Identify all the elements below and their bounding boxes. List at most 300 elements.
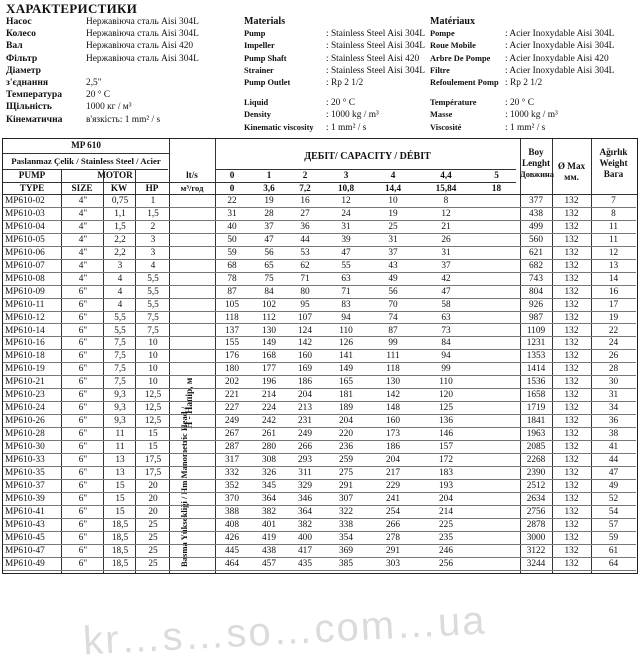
pump-type-cell: MP610-21 bbox=[5, 377, 45, 388]
head-q5-cell: 26 bbox=[441, 234, 451, 245]
head-q0-cell: 332 bbox=[225, 467, 239, 478]
en-spec-key: Strainer bbox=[244, 65, 274, 75]
head-q2-cell: 311 bbox=[298, 467, 312, 478]
head-q2-cell: 435 bbox=[298, 558, 312, 569]
size-cell: 6" bbox=[78, 286, 88, 297]
diameter-cell: 132 bbox=[564, 364, 579, 375]
head-q4-cell: 266 bbox=[386, 519, 400, 530]
pump-type-cell: MP610-49 bbox=[5, 558, 45, 569]
kw-cell: 3 bbox=[117, 260, 123, 271]
pump-type-cell: MP610-12 bbox=[5, 312, 45, 323]
kw-label: KW bbox=[110, 183, 128, 193]
ua-spec-key: Вал bbox=[6, 40, 23, 52]
head-q2-cell: 16 bbox=[300, 196, 310, 206]
size-cell: 6" bbox=[78, 532, 88, 543]
table-row bbox=[3, 208, 636, 221]
length-cell: 3244 bbox=[526, 558, 546, 569]
head-q4-cell: 303 bbox=[386, 558, 400, 569]
pump-type-cell: MP610-45 bbox=[5, 532, 45, 543]
en-spec-key: Pump Outlet bbox=[244, 78, 291, 88]
head-q2-cell: 160 bbox=[298, 351, 312, 362]
head-q5-cell: 146 bbox=[439, 429, 453, 440]
pump-label: PUMP bbox=[18, 170, 46, 180]
hp-cell: 25 bbox=[148, 545, 158, 556]
en-spec-value: : Stainless Steel Aisi 304L bbox=[326, 29, 425, 40]
hp-cell: 5,5 bbox=[147, 299, 159, 310]
fr-spec-row bbox=[430, 122, 614, 134]
length-cell: 2390 bbox=[526, 467, 546, 478]
head-q0-cell: 370 bbox=[225, 493, 239, 504]
head-q0-cell: 227 bbox=[225, 403, 239, 414]
hp-cell: 12,5 bbox=[144, 390, 162, 401]
pump-type-cell: MP610-04 bbox=[5, 221, 45, 232]
fr-heading: Matériaux bbox=[430, 16, 475, 27]
diameter-cell: 132 bbox=[564, 338, 579, 349]
head-q4-cell: 37 bbox=[388, 247, 398, 258]
head-q0-cell: 267 bbox=[225, 429, 239, 440]
ua-specs bbox=[6, 16, 199, 126]
head-q0-cell: 59 bbox=[227, 247, 237, 258]
size-cell: 6" bbox=[78, 467, 88, 478]
kw-cell: 4 bbox=[117, 286, 123, 297]
head-q4-cell: 278 bbox=[386, 532, 400, 543]
head-q1-cell: 261 bbox=[262, 429, 276, 440]
hp-cell: 25 bbox=[148, 532, 158, 543]
head-q0-cell: 155 bbox=[225, 338, 239, 349]
weight-cell: 47 bbox=[608, 467, 619, 478]
size-cell: 4" bbox=[78, 234, 88, 245]
table-row bbox=[3, 389, 636, 402]
weight-cell: 19 bbox=[608, 312, 619, 323]
size-cell: 6" bbox=[78, 377, 88, 388]
head-q1-cell: 224 bbox=[262, 403, 276, 414]
ua-spec-value: в'язкість: 1 mm² / s bbox=[86, 114, 161, 125]
flow-m3h-value: 0 bbox=[229, 183, 235, 193]
kw-cell: 13 bbox=[115, 467, 125, 478]
head-q1-cell: 19 bbox=[264, 196, 274, 206]
ua-spec-key: Колесо bbox=[6, 28, 36, 40]
head-q2-cell: 417 bbox=[298, 545, 312, 556]
head-q5-cell: 204 bbox=[439, 493, 453, 504]
pump-type-cell: MP610-43 bbox=[5, 519, 45, 530]
head-q3-cell: 63 bbox=[341, 273, 351, 284]
head-q3-cell: 110 bbox=[339, 325, 353, 336]
hp-cell: 12,5 bbox=[144, 403, 162, 414]
head-q3-cell: 369 bbox=[339, 545, 353, 556]
kw-cell: 5,5 bbox=[114, 325, 126, 336]
length-cell: 1963 bbox=[526, 429, 546, 440]
head-q3-cell: 12 bbox=[341, 196, 351, 206]
ua-spec-row bbox=[6, 28, 199, 40]
kw-cell: 13 bbox=[115, 455, 125, 465]
size-cell: 4" bbox=[78, 260, 88, 271]
ua-spec-value: 2,5" bbox=[86, 78, 102, 89]
head-q5-cell: 120 bbox=[439, 390, 453, 401]
flow-lts-value: 3 bbox=[343, 170, 349, 180]
table-row bbox=[3, 415, 636, 428]
length-cell: 2268 bbox=[526, 455, 546, 465]
weight-cell: 49 bbox=[608, 480, 619, 491]
kw-cell: 0,75 bbox=[111, 196, 129, 206]
head-q2-cell: 44 bbox=[300, 234, 310, 245]
table-row bbox=[3, 286, 636, 299]
kw-cell: 9,3 bbox=[114, 416, 126, 427]
head-q1-cell: 56 bbox=[264, 247, 274, 258]
hp-cell: 25 bbox=[148, 558, 158, 569]
head-q2-cell: 169 bbox=[298, 364, 312, 375]
head-q3-cell: 149 bbox=[339, 364, 353, 375]
hp-cell: 1 bbox=[150, 196, 156, 206]
head-q2-cell: 293 bbox=[298, 455, 312, 465]
watermark: kr…s…so…com…ua bbox=[82, 598, 488, 664]
head-q0-cell: 176 bbox=[225, 351, 239, 362]
head-q1-cell: 364 bbox=[262, 493, 276, 504]
motor-label: MOTOR bbox=[97, 170, 133, 180]
table-row bbox=[3, 428, 636, 441]
kw-cell: 11 bbox=[115, 429, 125, 440]
weight-cell: 26 bbox=[608, 351, 619, 362]
length-cell: 1841 bbox=[526, 416, 546, 427]
en-spec-row bbox=[244, 97, 425, 109]
fr-spec-key: Viscosité bbox=[430, 122, 462, 132]
diameter-cell: 132 bbox=[564, 247, 579, 258]
head-q1-cell: 37 bbox=[264, 221, 274, 232]
head-q4-cell: 229 bbox=[386, 480, 400, 491]
head-q1-cell: 401 bbox=[262, 519, 276, 530]
head-q4-cell: 291 bbox=[386, 545, 400, 556]
length-cell: 1109 bbox=[526, 325, 546, 336]
flow-m3h-value: 10,8 bbox=[337, 183, 355, 193]
hp-cell: 15 bbox=[148, 429, 158, 440]
length-cell: 3122 bbox=[526, 545, 546, 556]
m3h-label: м³/год bbox=[180, 183, 204, 193]
head-q3-cell: 204 bbox=[339, 416, 353, 427]
weight-cell: 12 bbox=[608, 247, 619, 258]
ua-spec-row bbox=[6, 16, 199, 28]
weight-cell: 30 bbox=[608, 377, 619, 388]
fr-spec-row bbox=[430, 40, 614, 52]
length-cell: 3000 bbox=[526, 532, 546, 543]
head-q0-cell: 317 bbox=[225, 455, 239, 465]
performance-table bbox=[2, 138, 638, 664]
head-q0-cell: 137 bbox=[225, 325, 239, 336]
hp-cell: 12,5 bbox=[144, 416, 162, 427]
diameter-cell: 132 bbox=[564, 312, 579, 323]
length-cell: 2085 bbox=[526, 442, 546, 453]
diameter-cell: 132 bbox=[564, 429, 579, 440]
head-q0-cell: 388 bbox=[225, 506, 239, 517]
table-row bbox=[3, 532, 636, 545]
diameter-cell: 132 bbox=[564, 519, 579, 530]
weight-cell: 44 bbox=[608, 455, 619, 465]
diameter-cell: 132 bbox=[564, 221, 579, 232]
kw-cell: 7,5 bbox=[114, 338, 126, 349]
head-q0-cell: 50 bbox=[227, 234, 237, 245]
head-q5-cell: 58 bbox=[441, 299, 451, 310]
ua-spec-key: Кінематична bbox=[6, 113, 63, 125]
fr-spec-key: Refoulement Pomp bbox=[430, 78, 499, 88]
head-q2-cell: 346 bbox=[298, 493, 312, 504]
head-q0-cell: 202 bbox=[225, 377, 239, 388]
flow-lts-value: 1 bbox=[266, 170, 272, 180]
head-q2-cell: 80 bbox=[300, 286, 310, 297]
table-row bbox=[3, 363, 636, 376]
ua-spec-key: Температура bbox=[6, 89, 63, 101]
size-cell: 6" bbox=[78, 338, 88, 349]
size-cell: 6" bbox=[78, 480, 88, 491]
head-q1-cell: 28 bbox=[264, 208, 274, 219]
head-q2-cell: 142 bbox=[298, 338, 312, 349]
pump-type-cell: MP610-09 bbox=[5, 286, 45, 297]
head-q2-cell: 400 bbox=[298, 532, 312, 543]
head-q4-cell: 173 bbox=[386, 429, 400, 440]
head-q1-cell: 168 bbox=[262, 351, 276, 362]
head-q5-cell: 99 bbox=[441, 364, 451, 375]
diameter-cell: 132 bbox=[564, 351, 579, 362]
size-cell: 6" bbox=[78, 325, 88, 336]
weight-cell: 61 bbox=[608, 545, 619, 556]
weight-cell: 16 bbox=[608, 286, 619, 297]
en-spec-row bbox=[244, 53, 425, 65]
table-row bbox=[3, 312, 636, 325]
pump-type-cell: MP610-37 bbox=[5, 480, 45, 491]
head-q5-cell: 94 bbox=[441, 351, 451, 362]
diameter-cell: 132 bbox=[564, 286, 579, 297]
head-label-en: Basma Yüksekliği / Hm Manometric Head / bbox=[179, 406, 189, 567]
fr-spec-value: : Acier Inoxydable Aisi 304L bbox=[505, 41, 615, 52]
diameter-cell: 132 bbox=[564, 208, 579, 219]
fr-specs bbox=[430, 16, 614, 134]
size-cell: 4" bbox=[78, 273, 88, 284]
table-row bbox=[3, 376, 636, 389]
weight-cell: 24 bbox=[608, 338, 619, 349]
length-cell: 682 bbox=[529, 260, 543, 271]
head-q1-cell: 419 bbox=[262, 532, 276, 543]
head-q0-cell: 31 bbox=[227, 208, 237, 219]
hp-cell: 25 bbox=[148, 519, 158, 530]
table-row bbox=[3, 234, 636, 247]
diameter-cell: 132 bbox=[564, 532, 579, 543]
en-spec-value: : 1 mm² / s bbox=[326, 122, 367, 133]
material-subtitle: Paslanmaz Çelik / Stainless Steel / Acier bbox=[11, 156, 161, 166]
kw-cell: 18,5 bbox=[111, 532, 129, 543]
kw-cell: 5,5 bbox=[114, 312, 126, 323]
ua-spec-value: Нержавіюча сталь Aisi 304L bbox=[86, 17, 199, 27]
kw-cell: 18,5 bbox=[111, 558, 129, 569]
head-q5-cell: 21 bbox=[441, 221, 451, 232]
head-q5-cell: 84 bbox=[441, 338, 451, 349]
table-row bbox=[3, 402, 636, 415]
size-cell: 6" bbox=[78, 351, 88, 362]
ua-spec-row bbox=[6, 101, 199, 113]
pump-type-cell: MP610-24 bbox=[5, 403, 45, 414]
head-q0-cell: 22 bbox=[227, 196, 237, 206]
head-q4-cell: 70 bbox=[388, 299, 398, 310]
head-q2-cell: 382 bbox=[298, 519, 312, 530]
weight-cell: 7 bbox=[611, 196, 616, 206]
flow-m3h-value: 14,4 bbox=[384, 183, 402, 193]
table-row bbox=[3, 558, 636, 571]
head-q3-cell: 307 bbox=[339, 493, 353, 504]
head-q5-cell: 42 bbox=[441, 273, 451, 284]
head-q5-cell: 256 bbox=[439, 558, 453, 569]
head-q3-cell: 259 bbox=[339, 455, 353, 465]
ua-spec-value: Нержавіюча сталь Aisi 304L bbox=[86, 53, 199, 64]
hp-cell: 15 bbox=[148, 442, 158, 453]
fr-spec-value: : 1 mm² / s bbox=[505, 122, 546, 133]
ua-spec-key: Фільтр bbox=[6, 52, 38, 64]
weight-cell: 17 bbox=[608, 299, 619, 310]
head-q2-cell: 62 bbox=[300, 260, 310, 271]
head-q3-cell: 165 bbox=[339, 377, 353, 388]
head-q3-cell: 220 bbox=[339, 429, 353, 440]
pump-type-cell: MP610-05 bbox=[5, 234, 45, 245]
weight-label: Ağırlık Weight Вага bbox=[599, 147, 628, 179]
length-cell: 1658 bbox=[526, 390, 546, 401]
head-q3-cell: 189 bbox=[339, 403, 353, 414]
page-title: ХАРАКТЕРИСТИКИ bbox=[6, 1, 138, 16]
head-label-ua: H - Напір, м bbox=[185, 377, 195, 429]
head-q1-cell: 177 bbox=[262, 364, 276, 375]
size-cell: 6" bbox=[78, 493, 88, 504]
head-q2-cell: 213 bbox=[298, 403, 312, 414]
hp-label: HP bbox=[145, 183, 159, 193]
hp-cell: 10 bbox=[148, 338, 158, 349]
fr-spec-key: Roue Mobile bbox=[430, 41, 476, 51]
hp-cell: 17,5 bbox=[144, 467, 162, 478]
head-q2-cell: 36 bbox=[300, 221, 310, 232]
head-q1-cell: 130 bbox=[262, 325, 276, 336]
head-q0-cell: 105 bbox=[225, 299, 239, 310]
fr-spec-value: : 20 ° C bbox=[505, 98, 535, 109]
head-q5-cell: 47 bbox=[441, 286, 451, 297]
length-cell: 1414 bbox=[526, 364, 546, 375]
head-q3-cell: 291 bbox=[339, 480, 353, 491]
kw-cell: 15 bbox=[115, 493, 125, 504]
head-q1-cell: 149 bbox=[262, 338, 276, 349]
en-spec-row bbox=[244, 77, 425, 89]
length-cell: 743 bbox=[529, 273, 543, 284]
pump-type-cell: MP610-23 bbox=[5, 390, 45, 401]
hp-cell: 5,5 bbox=[147, 273, 159, 284]
size-cell: 6" bbox=[78, 312, 88, 323]
table-row bbox=[3, 467, 636, 480]
weight-cell: 11 bbox=[609, 234, 618, 245]
head-q1-cell: 47 bbox=[264, 234, 274, 245]
size-cell: 6" bbox=[78, 416, 88, 427]
ua-spec-row bbox=[6, 77, 199, 89]
fr-spec-value: : Rp 2 1/2 bbox=[505, 78, 543, 89]
table-row bbox=[3, 260, 636, 273]
pump-type-cell: MP610-06 bbox=[5, 247, 45, 258]
diameter-cell: 132 bbox=[564, 234, 579, 245]
head-q3-cell: 385 bbox=[339, 558, 353, 569]
diameter-cell: 132 bbox=[564, 390, 579, 401]
length-cell: 438 bbox=[529, 208, 543, 219]
weight-cell: 22 bbox=[608, 325, 619, 336]
head-q1-cell: 280 bbox=[262, 442, 276, 453]
head-q0-cell: 87 bbox=[227, 286, 237, 297]
capacity-label: ДЕБІТ/ CAPACITY / DÉBIT bbox=[304, 151, 431, 162]
en-spec-key: Pump Shaft bbox=[244, 53, 287, 63]
kw-cell: 1,5 bbox=[114, 221, 126, 232]
head-q4-cell: 87 bbox=[388, 325, 398, 336]
fr-spec-value: : Acier Inoxydable Aisi 304L bbox=[505, 65, 615, 76]
head-q4-cell: 25 bbox=[388, 221, 398, 232]
type-label: TYPE bbox=[19, 183, 45, 193]
table-row bbox=[3, 480, 636, 493]
en-spec-key: Density bbox=[244, 110, 271, 120]
pump-type-cell: MP610-41 bbox=[5, 506, 45, 517]
lts-label: lt/s bbox=[186, 170, 198, 180]
length-cell: 1353 bbox=[526, 351, 546, 362]
ua-spec-key: Діаметр bbox=[6, 64, 42, 76]
head-q4-cell: 204 bbox=[386, 455, 400, 465]
weight-cell: 36 bbox=[608, 416, 619, 427]
weight-cell: 28 bbox=[608, 364, 619, 375]
diameter-cell: 132 bbox=[564, 558, 579, 569]
diameter-cell: 132 bbox=[564, 545, 579, 556]
weight-cell: 38 bbox=[608, 429, 619, 440]
en-heading: Materials bbox=[244, 16, 286, 27]
en-specs bbox=[244, 16, 425, 134]
head-q0-cell: 408 bbox=[225, 519, 239, 530]
en-spec-value: : 1000 kg / m³ bbox=[326, 110, 379, 121]
length-cell: 621 bbox=[529, 247, 543, 258]
head-q4-cell: 19 bbox=[388, 208, 398, 219]
en-spec-value: : Stainless Steel Aisi 304L bbox=[326, 65, 425, 76]
head-q5-cell: 193 bbox=[439, 480, 453, 491]
en-spec-value: : Stainless Steel Aisi 420 bbox=[326, 53, 420, 64]
ua-spec-key: Насос bbox=[6, 16, 32, 27]
flow-lts-value: 2 bbox=[302, 170, 308, 180]
head-q0-cell: 249 bbox=[225, 416, 239, 427]
weight-cell: 59 bbox=[608, 532, 619, 543]
head-q0-cell: 118 bbox=[225, 312, 239, 323]
diameter-cell: 132 bbox=[564, 196, 579, 206]
head-q2-cell: 107 bbox=[298, 312, 312, 323]
weight-cell: 52 bbox=[608, 493, 619, 504]
pump-type-cell: MP610-02 bbox=[5, 196, 45, 206]
length-cell: 1536 bbox=[526, 377, 546, 388]
head-q0-cell: 221 bbox=[225, 390, 239, 401]
head-q2-cell: 186 bbox=[298, 377, 312, 388]
fr-spec-row bbox=[430, 28, 614, 40]
table-row bbox=[3, 299, 636, 312]
head-q0-cell: 445 bbox=[225, 545, 239, 556]
kw-cell: 15 bbox=[115, 506, 125, 517]
head-q3-cell: 94 bbox=[341, 312, 351, 323]
pump-type-cell: MP610-39 bbox=[5, 493, 45, 504]
fr-spec-key: Filtre bbox=[430, 65, 450, 75]
size-cell: 4" bbox=[78, 221, 88, 232]
fr-spec-value: : 1000 kg / m³ bbox=[505, 110, 558, 121]
head-q4-cell: 142 bbox=[386, 390, 400, 401]
head-q3-cell: 71 bbox=[341, 286, 351, 297]
table-row bbox=[3, 454, 636, 467]
size-cell: 6" bbox=[78, 390, 88, 401]
head-q5-cell: 31 bbox=[441, 247, 451, 258]
head-q1-cell: 308 bbox=[262, 455, 276, 465]
head-q4-cell: 43 bbox=[388, 260, 398, 271]
length-cell: 2878 bbox=[526, 519, 546, 530]
head-q4-cell: 148 bbox=[386, 403, 400, 414]
ua-spec-key: з'єднання bbox=[6, 77, 49, 89]
size-label: SIZE bbox=[71, 183, 93, 193]
flow-m3h-value: 7,2 bbox=[299, 183, 311, 193]
hp-cell: 20 bbox=[148, 480, 158, 491]
length-cell: 2756 bbox=[526, 506, 546, 517]
